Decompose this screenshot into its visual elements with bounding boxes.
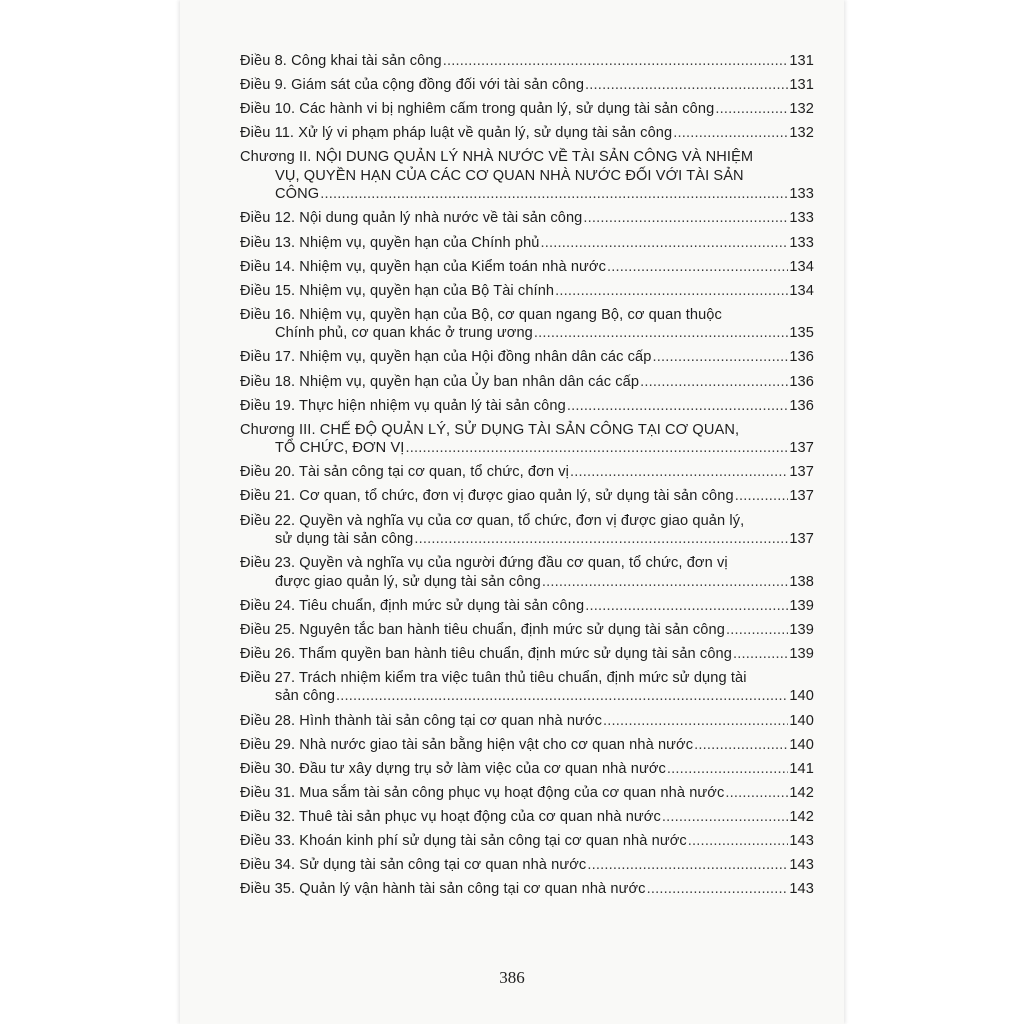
toc-entry	[240, 760, 814, 779]
dot-leader	[726, 621, 788, 640]
dot-leader	[652, 348, 788, 367]
toc-entry	[240, 100, 814, 119]
page-number: 386	[499, 968, 525, 987]
toc-entry-title: Điều 25. Nguyên tắc ban hành tiêu chuẩn, định mức sử dụng tài sản công	[240, 621, 725, 638]
dot-leader	[733, 645, 788, 664]
dot-leader	[603, 712, 788, 731]
toc-entry-page: 137	[789, 531, 814, 547]
toc-entry-title: Điều 10. Các hành vi bị nghiêm cấm trong quản lý, sử dụng tài sản công	[240, 101, 715, 118]
toc-entry-page: 137	[789, 440, 814, 457]
dot-leader	[585, 597, 788, 616]
dot-leader	[534, 324, 788, 343]
toc-entry-title: Điều 21. Cơ quan, tổ chức, đơn vị được giao quản lý, sử dụng tài sản công	[240, 488, 734, 505]
toc-entry	[240, 234, 814, 253]
dot-leader	[555, 282, 788, 301]
dot-leader	[735, 487, 789, 506]
toc-entry	[240, 421, 814, 458]
toc-entry-title: Điều 14. Nhiệm vụ, quyền hạn của Kiểm toán nhà nước	[240, 258, 606, 275]
toc-entry-title: Điều 8. Công khai tài sản công	[240, 53, 442, 69]
dot-leader	[640, 373, 788, 392]
dot-leader	[694, 736, 788, 755]
dot-leader	[443, 52, 789, 71]
toc-entry-title: Chương III. CHẾ ĐỘ QUẢN LÝ, SỬ DỤNG TÀI SẢN CÔNG TẠI CƠ QUAN,	[240, 421, 740, 438]
dot-leader	[715, 100, 788, 119]
toc-entry-page: 143	[789, 881, 814, 898]
toc-entry	[240, 348, 814, 367]
dot-leader	[542, 573, 788, 592]
toc-entry-page: 131	[789, 77, 814, 94]
toc-entry-title: Điều 13. Nhiệm vụ, quyền hạn của Chính phủ	[240, 234, 540, 251]
dot-leader	[336, 687, 788, 706]
toc-entry-page: 143	[789, 833, 814, 850]
toc-entry-title: Điều 29. Nhà nước giao tài sản bằng hiện vật cho cơ quan nhà nước	[240, 736, 694, 753]
dot-leader	[607, 258, 788, 277]
toc-entry-title: Điều 26. Thẩm quyền ban hành tiêu chuẩn, định mức sử dụng tài sản công	[240, 645, 732, 662]
toc-entry-title: Điều 30. Đầu tư xây dựng trụ sở làm việc của cơ quan nhà nước	[240, 760, 666, 777]
toc-entry-title: được giao quản lý, sử dụng tài sản công	[275, 573, 541, 590]
toc-entry	[240, 832, 814, 851]
dot-leader	[567, 397, 789, 416]
toc-entry-page: 137	[789, 488, 814, 505]
toc-entry-title: Điều 24. Tiêu chuẩn, định mức sử dụng tài sản công	[240, 597, 585, 614]
toc-entry	[240, 736, 814, 755]
toc-entry-page: 132	[789, 101, 814, 118]
toc-entry-page: 142	[789, 784, 814, 801]
toc-entry	[240, 373, 814, 392]
toc-entry-title: Điều 22. Quyền và nghĩa vụ của cơ quan, tổ chức, đơn vị được giao quản lý,	[240, 512, 745, 529]
dot-leader	[541, 234, 789, 253]
toc-entry-page: 136	[789, 373, 814, 390]
toc-entry-page: 143	[789, 857, 814, 874]
toc-entry	[240, 856, 814, 875]
dot-leader	[673, 124, 788, 143]
toc-entry	[240, 397, 814, 416]
dot-leader	[585, 76, 788, 95]
dot-leader	[414, 530, 788, 549]
toc-entry-page: 135	[789, 325, 814, 342]
toc-entry-page: 132	[789, 125, 814, 142]
toc-entry-page: 133	[789, 186, 814, 203]
toc-entry	[240, 258, 814, 277]
toc-entry-title: CÔNG	[275, 186, 320, 203]
toc-entry	[240, 621, 814, 640]
toc-entry-title: Điều 28. Hình thành tài sản công tại cơ quan nhà nước	[240, 712, 602, 729]
toc-entry-page: 142	[789, 808, 814, 825]
toc-entry-page: 137	[789, 464, 814, 481]
toc-entry-title: sử dụng tài sản công	[275, 531, 414, 547]
toc-entry	[240, 784, 814, 803]
toc-entry	[240, 52, 814, 71]
toc-entry	[240, 808, 814, 827]
toc-entry	[240, 282, 814, 301]
toc-entry-page: 139	[789, 621, 814, 638]
dot-leader	[662, 808, 788, 827]
dot-leader	[587, 856, 788, 875]
toc-entry-page: 139	[789, 645, 814, 662]
toc-entry	[240, 880, 814, 899]
toc-entry-title: Điều 23. Quyền và nghĩa vụ của người đứng đầu cơ quan, tổ chức, đơn vị	[240, 555, 728, 572]
toc-entry-page: 140	[789, 688, 814, 705]
toc-entry	[240, 712, 814, 731]
toc-entry-page: 139	[789, 597, 814, 614]
toc-entry-title: Điều 12. Nội dung quản lý nhà nước về tài sản công	[240, 210, 583, 227]
toc-entry-page: 136	[789, 397, 814, 414]
table-of-contents	[240, 52, 814, 904]
toc-entry-page: 131	[789, 53, 814, 69]
toc-entry-title: Điều 11. Xử lý vi phạm pháp luật về quản lý, sử dụng tài sản công	[240, 125, 673, 142]
toc-entry	[240, 597, 814, 616]
toc-entry-title: Điều 33. Khoán kinh phí sử dụng tài sản công tại cơ quan nhà nước	[240, 833, 687, 850]
toc-entry-title: Điều 15. Nhiệm vụ, quyền hạn của Bộ Tài chính	[240, 282, 555, 299]
toc-entry-title: Điều 18. Nhiệm vụ, quyền hạn của Ủy ban nhân dân các cấp	[240, 373, 640, 390]
toc-entry-title: VỤ, QUYỀN HẠN CỦA CÁC CƠ QUAN NHÀ NƯỚC ĐỐI VỚI TÀI SẢN	[275, 167, 744, 184]
toc-entry-title: Điều 35. Quản lý vận hành tài sản công tại cơ quan nhà nước	[240, 881, 646, 898]
toc-entry-title: Điều 34. Sử dụng tài sản công tại cơ quan nhà nước	[240, 857, 587, 874]
toc-entry	[240, 645, 814, 664]
toc-entry-page: 140	[789, 712, 814, 729]
toc-entry-title: Điều 16. Nhiệm vụ, quyền hạn của Bộ, cơ quan ngang Bộ, cơ quan thuộc	[240, 306, 722, 323]
toc-entry-title: Điều 9. Giám sát của cộng đồng đối với tài sản công	[240, 77, 585, 94]
toc-entry-title: Điều 32. Thuê tài sản phục vụ hoạt động của cơ quan nhà nước	[240, 808, 661, 825]
toc-entry-title: Điều 20. Tài sản công tại cơ quan, tổ chức, đơn vị	[240, 464, 569, 481]
dot-leader	[725, 784, 788, 803]
toc-entry-page: 133	[789, 210, 814, 227]
toc-entry-title: Điều 17. Nhiệm vụ, quyền hạn của Hội đồng nhân dân các cấp	[240, 349, 652, 366]
toc-entry	[240, 148, 814, 204]
toc-entry	[240, 306, 814, 343]
dot-leader	[583, 209, 788, 228]
toc-entry-page: 141	[789, 760, 814, 777]
dot-leader	[570, 463, 788, 482]
toc-entry	[240, 76, 814, 95]
toc-entry	[240, 487, 814, 506]
toc-entry-page: 138	[789, 573, 814, 590]
toc-entry-page: 136	[789, 349, 814, 366]
dot-leader	[647, 880, 789, 899]
toc-entry-title: sản công	[275, 688, 336, 705]
toc-entry	[240, 124, 814, 143]
toc-entry	[240, 209, 814, 228]
toc-entry-page: 134	[789, 282, 814, 299]
toc-entry-title: Điều 19. Thực hiện nhiệm vụ quản lý tài sản công	[240, 397, 566, 414]
dot-leader	[688, 832, 789, 851]
dot-leader	[320, 185, 788, 204]
toc-entry-title: TỔ CHỨC, ĐƠN VỊ	[275, 440, 405, 457]
toc-entry-title: Chính phủ, cơ quan khác ở trung ương	[275, 325, 533, 342]
toc-entry	[240, 554, 814, 591]
toc-entry-title: Chương II. NỘI DUNG QUẢN LÝ NHÀ NƯỚC VỀ TÀI SẢN CÔNG VÀ NHIỆM	[240, 149, 754, 166]
dot-leader	[667, 760, 788, 779]
dot-leader	[405, 439, 788, 458]
toc-entry-title: Điều 31. Mua sắm tài sản công phục vụ hoạt động của cơ quan nhà nước	[240, 784, 725, 801]
toc-entry	[240, 669, 814, 706]
toc-entry-page: 134	[789, 258, 814, 275]
toc-entry-page: 133	[789, 234, 814, 251]
toc-entry	[240, 512, 814, 549]
toc-entry-page: 140	[789, 736, 814, 753]
toc-entry	[240, 463, 814, 482]
toc-entry-title: Điều 27. Trách nhiệm kiểm tra việc tuân thủ tiêu chuẩn, định mức sử dụng tài	[240, 669, 747, 686]
